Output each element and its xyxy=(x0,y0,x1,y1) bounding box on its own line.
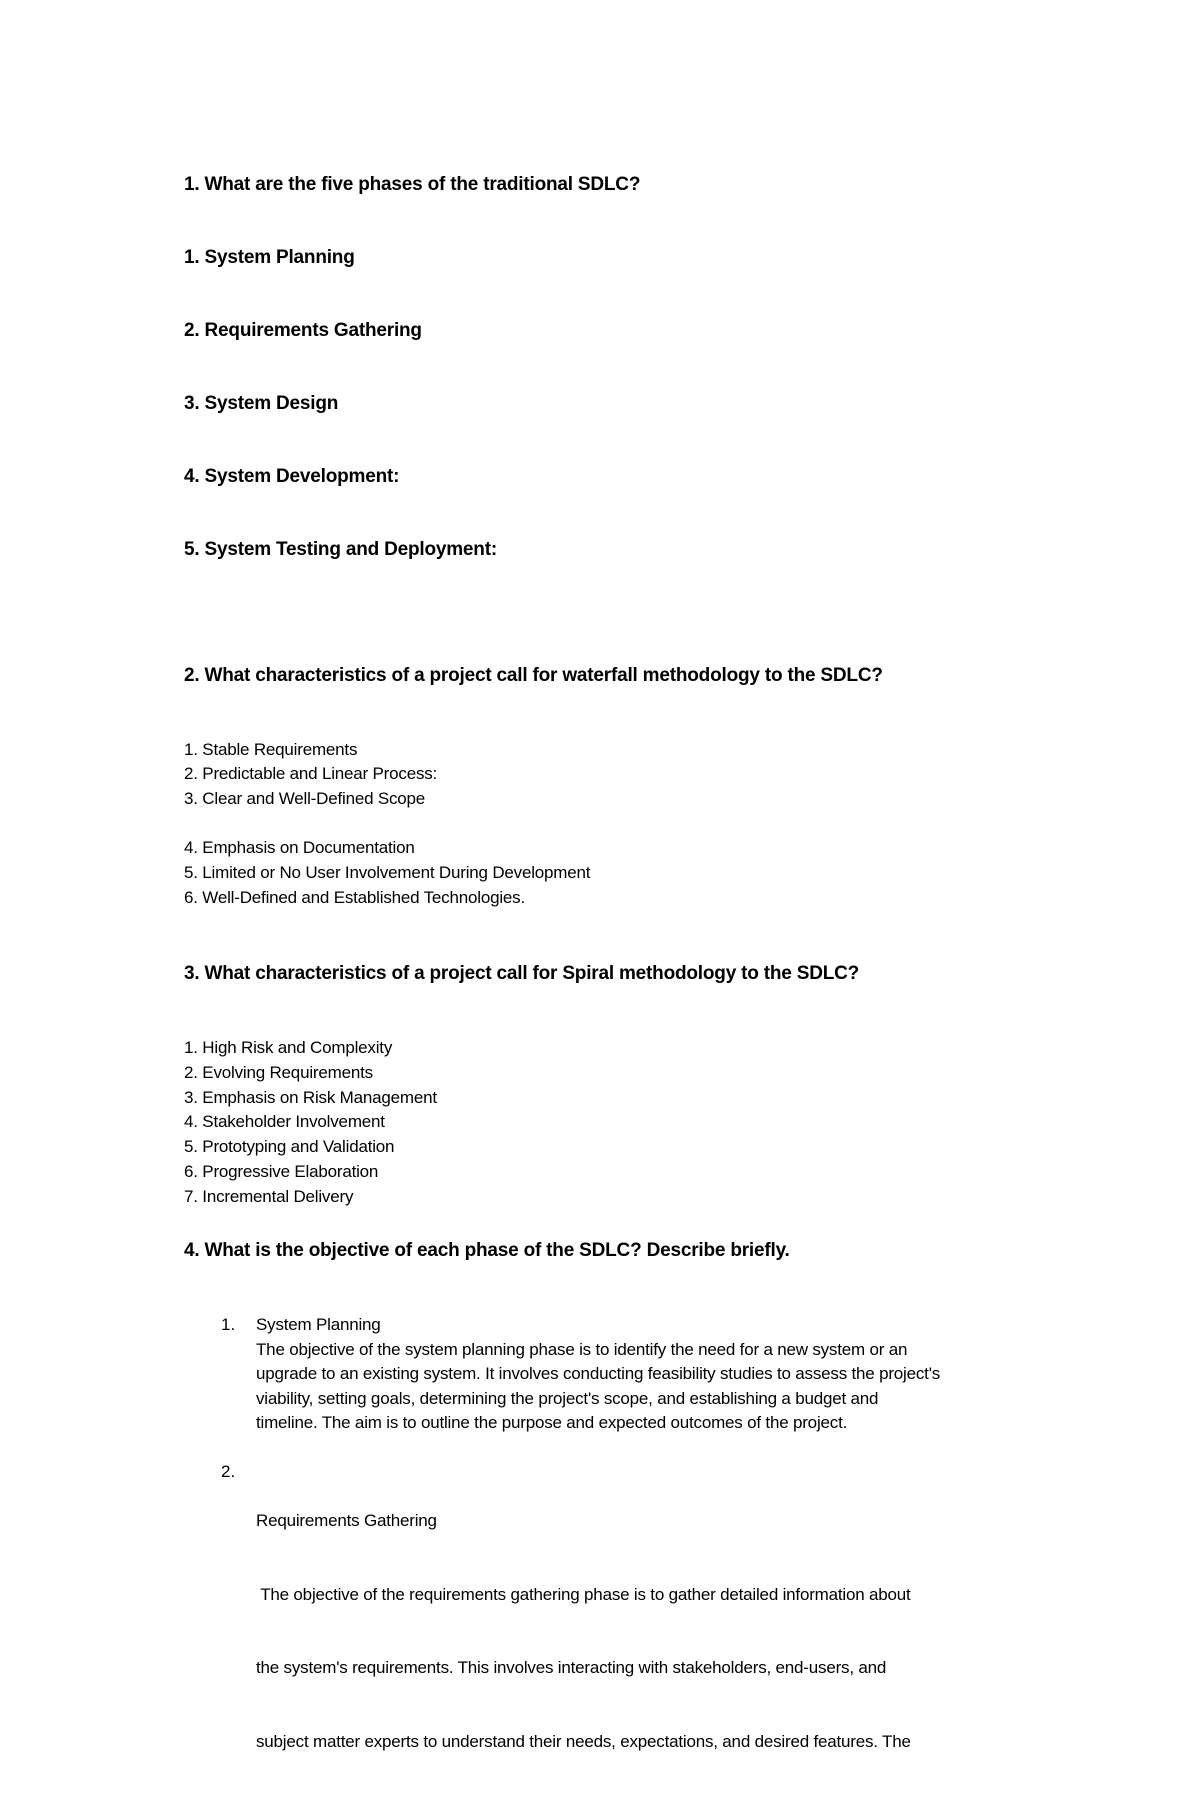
q1-answer-4: 4. System Development: xyxy=(184,466,400,487)
q2-answer-5: 5. Limited or No User Involvement During Development xyxy=(184,863,591,882)
question-4-heading: 4. What is the objective of each phase of the SDLC? Describe briefly. xyxy=(184,1240,790,1261)
q1-answer-5: 5. System Testing and Deployment: xyxy=(184,539,497,560)
q4-item-2-number: 2. xyxy=(221,1462,236,1481)
q1-answer-1: 1. System Planning xyxy=(184,247,355,268)
q2-answer-6: 6. Well-Defined and Established Technologies. xyxy=(184,888,525,907)
q2-answer-2: 2. Predictable and Linear Process: xyxy=(184,764,438,783)
q4-item-1-line-3: viability, setting goals, determining the project's scope, and establishing a budget and xyxy=(256,1388,879,1408)
q3-answer-1: 1. High Risk and Complexity xyxy=(184,1038,393,1057)
q3-answer-7: 7. Incremental Delivery xyxy=(184,1187,354,1206)
q4-item-1-number: 1. xyxy=(221,1315,236,1334)
q4-item-2 xyxy=(256,1460,911,1803)
q3-answer-2: 2. Evolving Requirements xyxy=(184,1063,373,1082)
q4-item-1 xyxy=(256,1313,940,1436)
q3-answer-5: 5. Prototyping and Validation xyxy=(184,1137,395,1156)
q2-answer-4: 4. Emphasis on Documentation xyxy=(184,838,415,857)
q1-answer-2: 2. Requirements Gathering xyxy=(184,320,422,341)
question-1-heading: 1. What are the five phases of the traditional SDLC? xyxy=(184,174,641,195)
question-2-heading: 2. What characteristics of a project call for waterfall methodology to the SDLC? xyxy=(184,665,883,686)
q2-answer-3: 3. Clear and Well-Defined Scope xyxy=(184,789,426,808)
q3-answer-4: 4. Stakeholder Involvement xyxy=(184,1112,385,1131)
question-3-heading: 3. What characteristics of a project call for Spiral methodology to the SDLC? xyxy=(184,963,860,984)
q4-item-1-title: System Planning xyxy=(256,1315,381,1334)
q4-item-1-line-4: timeline. The aim is to outline the purpose and expected outcomes of the project. xyxy=(256,1413,848,1432)
q4-item-2-title: Requirements Gathering xyxy=(256,1511,437,1530)
q2-answer-1: 1. Stable Requirements xyxy=(184,740,358,759)
q4-item-2-line-2: the system's requirements. This involves interacting with stakeholders, end-users, and xyxy=(256,1658,887,1677)
q4-item-1-line-1: The objective of the system planning phase is to identify the need for a new system or an xyxy=(256,1339,908,1359)
q3-answer-6: 6. Progressive Elaboration xyxy=(184,1162,379,1181)
q3-answer-3: 3. Emphasis on Risk Management xyxy=(184,1088,437,1107)
q4-item-2-line-3: subject matter experts to understand their needs, expectations, and desired features. The xyxy=(256,1731,911,1751)
q4-item-2-line-1: The objective of the requirements gathering phase is to gather detailed information about xyxy=(256,1584,911,1604)
q1-answer-3: 3. System Design xyxy=(184,393,339,414)
q4-item-1-line-2: upgrade to an existing system. It involves conducting feasibility studies to assess the project's xyxy=(256,1364,941,1383)
